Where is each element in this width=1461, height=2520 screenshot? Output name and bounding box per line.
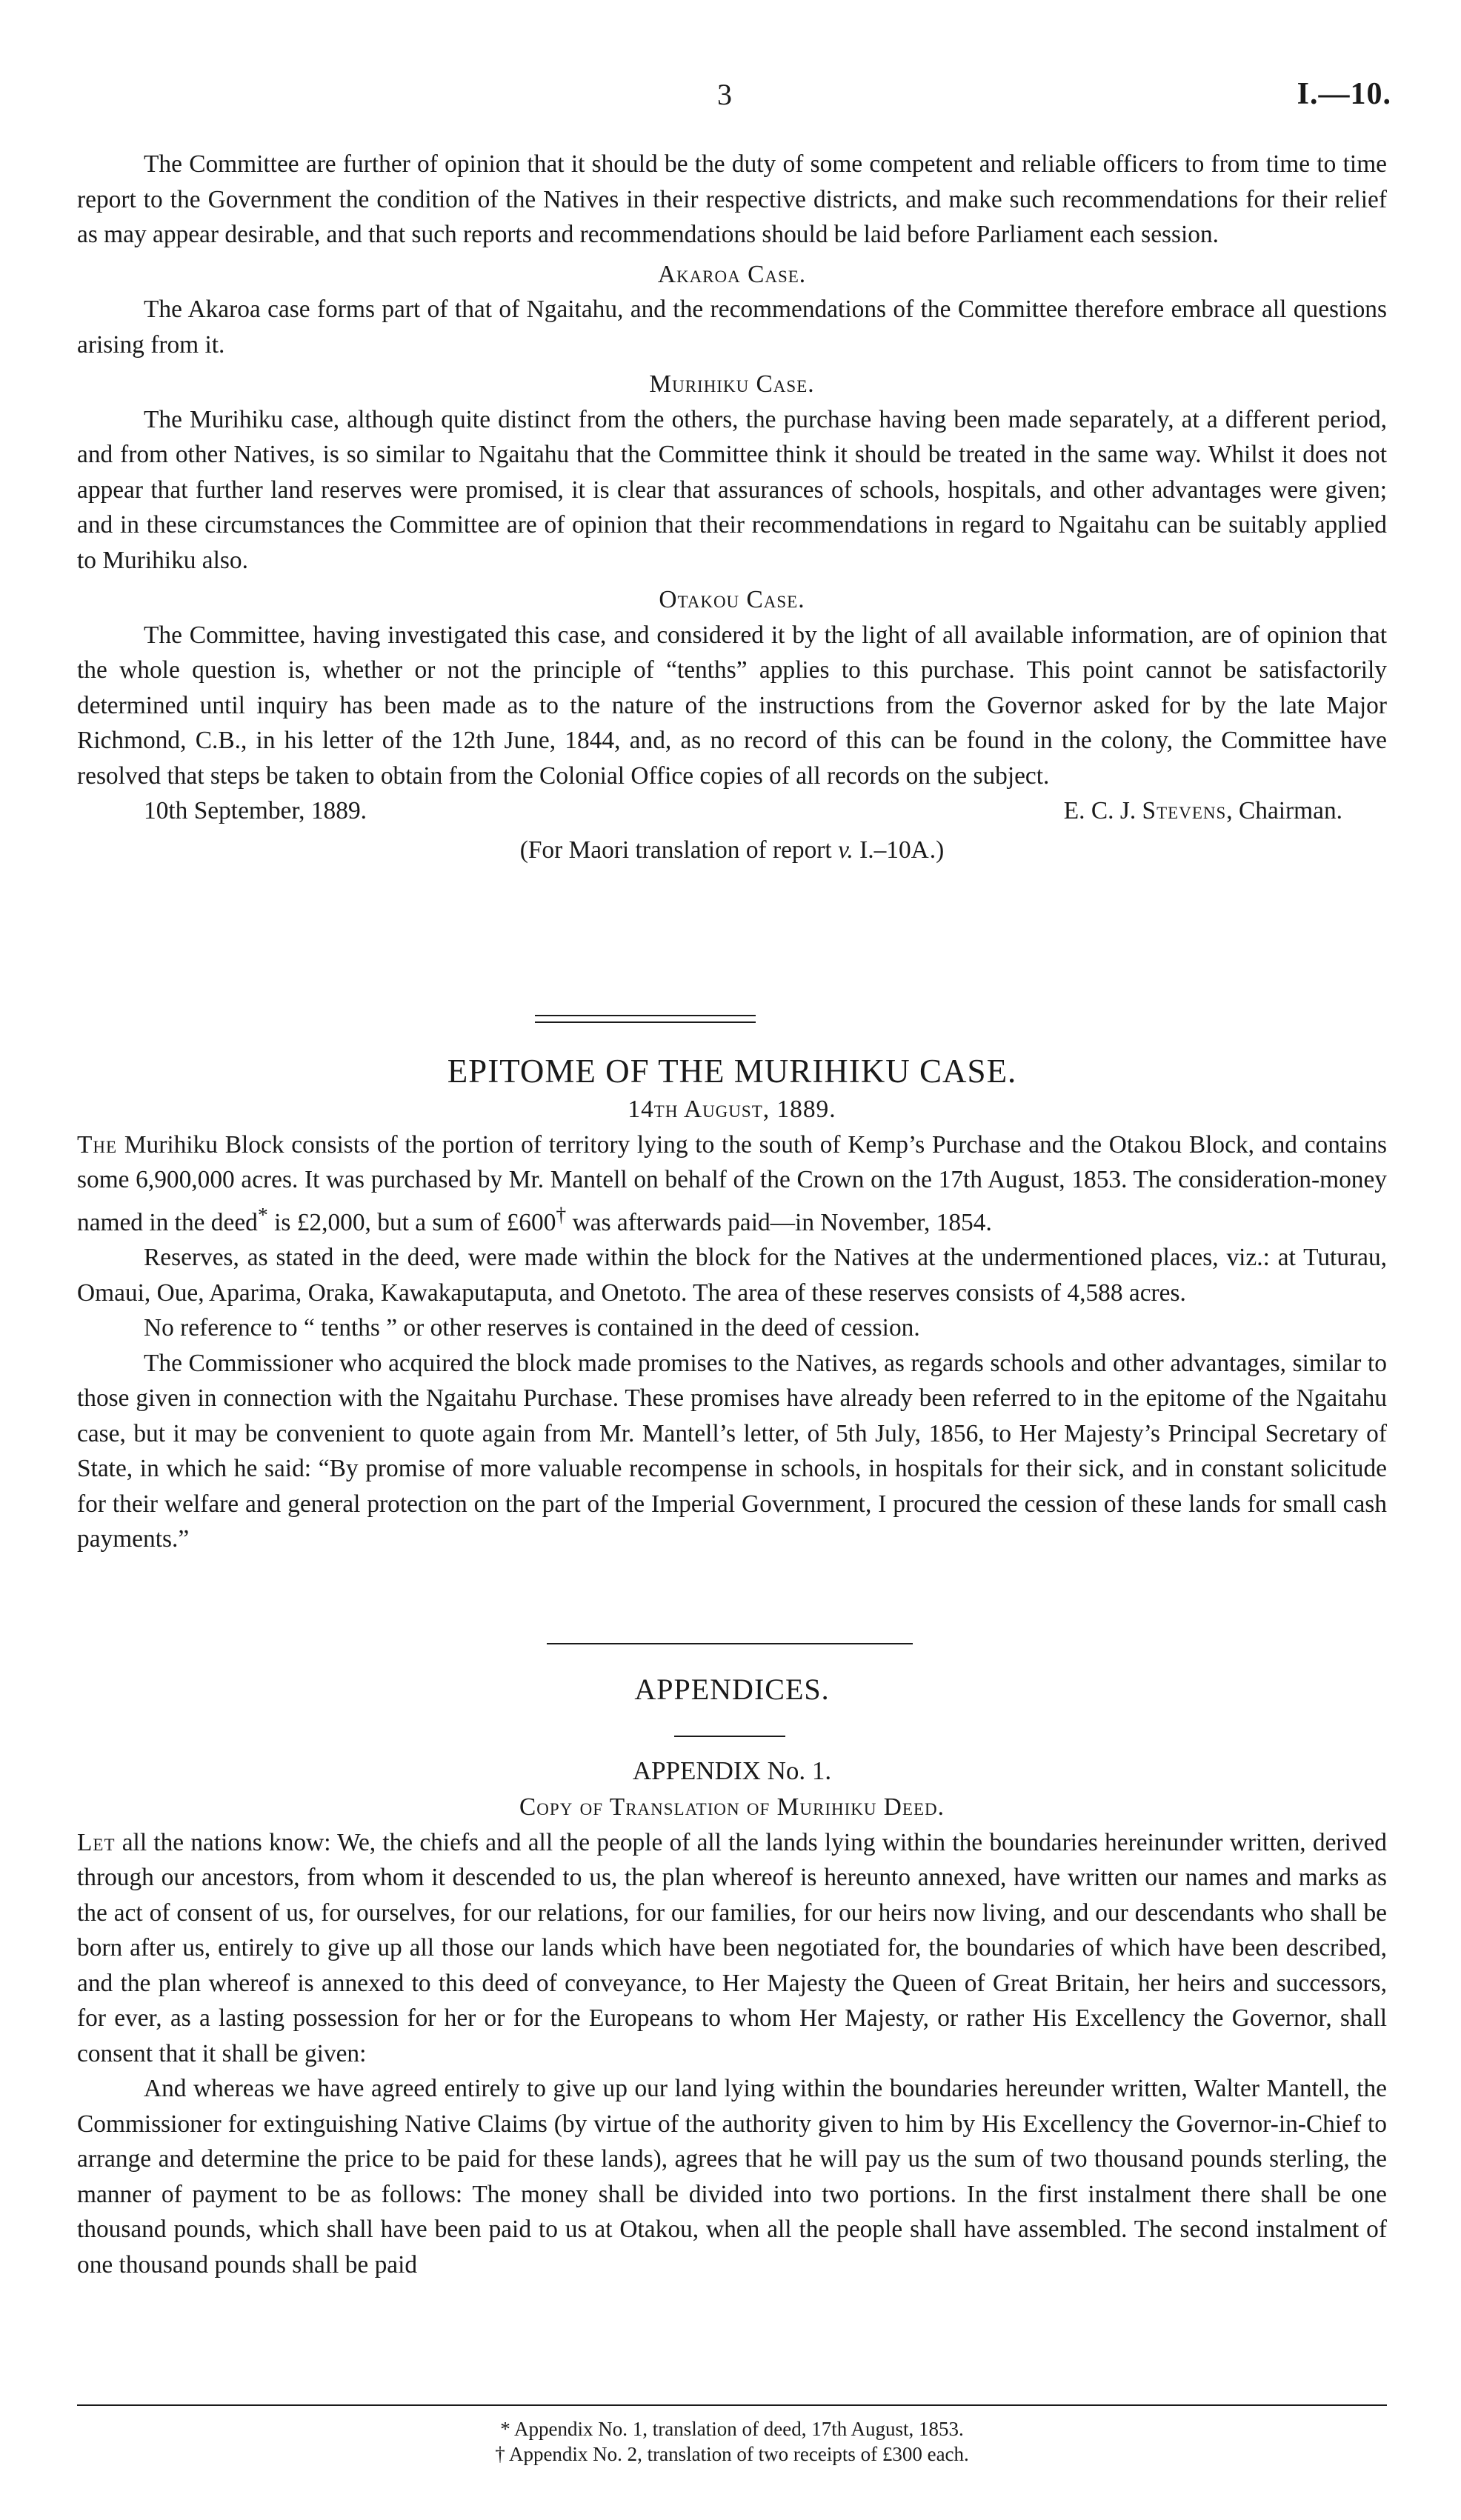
document-code: I.—10. (1297, 77, 1391, 111)
akaroa-case-paragraph: The Akaroa case forms part of that of Ngaitahu, and the recommendations of the Committee therefore embrace all questions arising from it. (77, 296, 1387, 359)
chairman-signature (1064, 793, 1342, 829)
deed-paragraph-1: Let all the nations know: We, the chiefs and all the people of all the lands lying within the boundaries hereinunder written, derived through our ancestors, from whom it descended to us, the plan whereof is hereunto annexed, have written our names and marks as the act of consent of us, for ourselves, for our relations, for our families, for our heirs now living, and our descendants who shall be born after us, entirely to give up all those our lands which have been negotiated for, the boundaries of which have been described, and the plan whereof is annexed to this deed of conveyance, to Her Majesty the Queen of Great Britain, her heirs and successors, for ever, as a lasting possession for her or for the Europeans to whom Her Majesty, or rather His Excellency the Governor, shall consent that it shall be given: (77, 1828, 1387, 2067)
committee-report-section (77, 147, 1387, 868)
epitome-date: 14th August, 1889. (628, 1096, 836, 1123)
appendices-divider (547, 1643, 913, 1644)
otakou-case-heading: Otakou Case. (659, 586, 805, 613)
section-divider-bottom (535, 1021, 756, 1023)
page-header (0, 74, 1461, 119)
epitome-section (77, 1050, 1387, 1557)
murihiku-case-paragraph: The Murihiku case, although quite distinct from the others, the purchase having been made separately, at a different period, and from other Natives, is so similar to Ngaitahu that the Committee think it should be treated in the same way. Whilst it does not appear that further land reserves were promised, it is clear that assurances of schools, hospitals, and other advantages were given; and in these circumstances the Committee are of opinion that their recommendations in regard to Ngaitahu can be suitably applied to Murihiku also. (77, 405, 1387, 574)
murihiku-case-heading: Murihiku Case. (649, 370, 815, 398)
footnote-rule (77, 2404, 1387, 2406)
footnote-1: * Appendix No. 1, translation of deed, 17th August, 1853. (500, 2418, 964, 2440)
appendices-title: APPENDICES. (634, 1673, 830, 1706)
epitome-paragraph-4: The Commissioner who acquired the block made promises to the Natives, as regards schools and other advantages, similar to those given in connection with the Ngaitahu Purchase. These promises have already been referred to in the epitome of the Ngaitahu case, but it may be convenient to quote again from Mr. Mantell’s letter, of 5th July, 1856, to Her Majesty’s Principal Secretary of State, in which he said: “By promise of more valuable recompense in schools, in hospitals for their sick, and in constant solicitude for their welfare and general protection on the part of the Imperial Government, I procured the cession of these lands for small cash payments.” (77, 1349, 1387, 1553)
epitome-paragraph-2: Reserves, as stated in the deed, were made within the block for the Natives at the undermentioned places, viz.: at Tuturau, Omaui, Oue, Aparima, Oraka, Kawakaputaputa, and Onetoto. The area of these reserves consists of 4,588 acres. (77, 1244, 1387, 1307)
appendix-1-section (77, 1753, 1387, 2282)
akaroa-case-heading: Akaroa Case. (657, 260, 807, 288)
signature-title: , Chairman. (1226, 797, 1342, 824)
page-number: 3 (717, 78, 732, 111)
otakou-case-paragraph: The Committee, having investigated this case, and considered it by the light of all available information, are of opinion that the whole question is, whether or not the principle of “tenths” applies to this purchase. This point cannot be satisfactorily determined until inquiry has been made as to the nature of the instructions from the Governor asked for by the late Major Richmond, C.B., in his letter of the 12th June, 1844, and, as no record of this can be found in the colony, the Committee have resolved that steps be taken to obtain from the Colonial Office copies of all records on the subject. (77, 621, 1387, 790)
maori-translation-note: (For Maori translation of report v. I.–10A.) (519, 836, 945, 864)
reports-paragraph: The Committee are further of opinion that it should be the duty of some competent and reliable officers to from time to time report to the Government the condition of the Natives in their respective districts, and make such recommendations for their relief as may appear desirable, and that such reports and recommendations should be laid before Parliament each session. (77, 150, 1387, 248)
epitome-paragraph-1: The Murihiku Block consists of the portion of territory lying to the south of Kemp’s Purchase and the Otakou Block, and contains some 6,900,000 acres. It was purchased by Mr. Mantell on behalf of the Crown on the 17th August, 1853. The consideration-money named in the deed* is £2,000, but a sum of £600† was afterwards paid—in November, 1854. (77, 1130, 1387, 1236)
footnotes (77, 2416, 1387, 2467)
signature-initials: E. C. J. (1063, 797, 1136, 824)
appendix-1-subtitle: Copy of Translation of Murihiku Deed. (519, 1793, 945, 1821)
appendices-section (77, 1670, 1387, 1709)
appendices-short-rule (674, 1736, 785, 1737)
signature-name: Stevens (1142, 797, 1227, 824)
epitome-paragraph-3: No reference to “ tenths ” or other reserves is contained in the deed of cession. (144, 1314, 920, 1342)
appendix-1-title: APPENDIX No. 1. (632, 1756, 832, 1785)
section-divider-top (535, 1015, 756, 1016)
report-date: 10th September, 1889. (144, 797, 367, 824)
footnote-2: † Appendix No. 2, translation of two receipts of £300 each. (495, 2443, 969, 2465)
deed-paragraph-2: And whereas we have agreed entirely to give up our land lying within the boundaries hereunder written, Walter Mantell, the Commissioner for extinguishing Native Claims (by virtue of the authority given to him by His Excellency the Governor-in-Chief to arrange and determine the price to be paid for these lands), agrees that he will pay us the sum of two thousand pounds sterling, the manner of payment to be as follows: The money shall be divided into two portions. In the first instalment there shall be one thousand pounds, which shall have been paid to us at Otakou, when all the people shall have assembled. The second instalment of one thousand pounds shall be paid (77, 2075, 1387, 2279)
epitome-title: EPITOME OF THE MURIHIKU CASE. (447, 1053, 1017, 1090)
signature-line (77, 793, 1387, 828)
